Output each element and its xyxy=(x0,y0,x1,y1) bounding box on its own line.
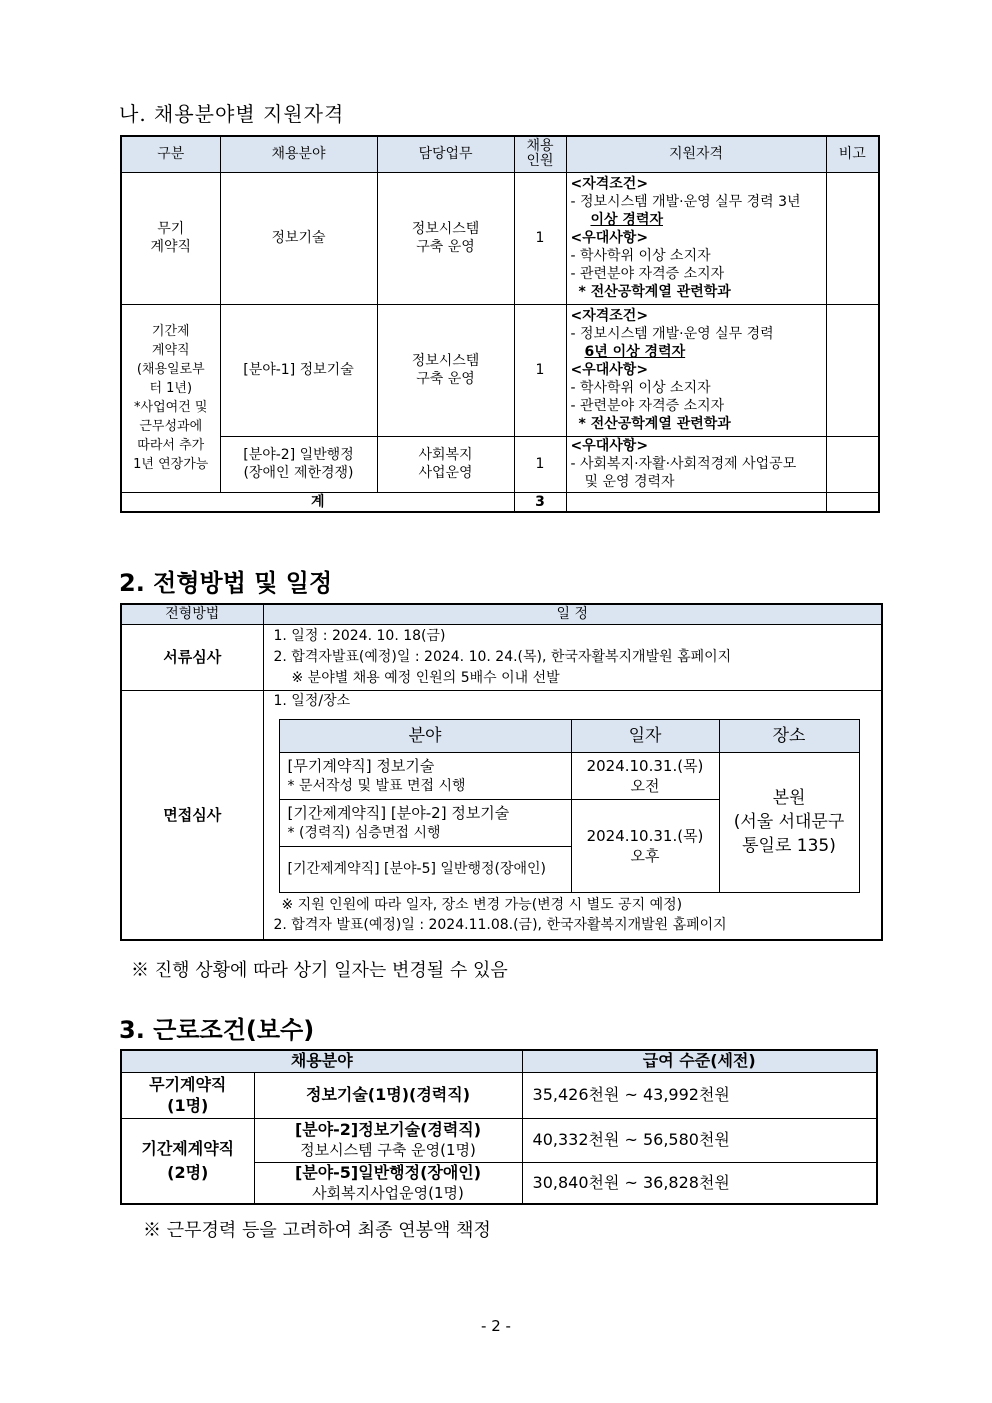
row-duty: 사회복지 사업운영 xyxy=(377,436,514,492)
header-remarks: 비고 xyxy=(826,136,879,172)
header-schedule: 일 정 xyxy=(263,604,882,624)
total-label: 계 xyxy=(121,492,514,512)
section-title-qualifications: 나. 채용분야별 지원자격 xyxy=(119,102,345,126)
inner-place: 본원 (서울 서대문구 통일로 135) xyxy=(719,752,859,892)
row-field: [분야-1] 정보기술 xyxy=(220,304,377,436)
row-remarks xyxy=(826,172,879,304)
qual-line: - 관련분야 자격증 소지자 xyxy=(570,266,725,282)
table-row xyxy=(121,1118,877,1162)
qual-line: 및 운영 경력자 xyxy=(584,474,675,490)
inner-field: [기간제계약직] [분야-5] 일반행정(장애인) xyxy=(279,846,571,892)
row-category: 기간제 계약직 (채용일로부 터 1년) *사업여건 및 근무성과에 따라서 추가 1년 연장가능 xyxy=(121,304,220,492)
header-method: 전형방법 xyxy=(121,604,263,624)
header-category: 구분 xyxy=(121,136,220,172)
pay-salary: 35,426천원 ~ 43,992천원 xyxy=(522,1072,877,1118)
table-row xyxy=(121,690,882,940)
pay-salary: 40,332천원 ~ 56,580천원 xyxy=(522,1118,877,1162)
interview-details xyxy=(263,690,882,940)
interview-line: 1. 일정/장소 xyxy=(273,692,351,709)
interview-table xyxy=(279,719,860,893)
total-count: 3 xyxy=(514,492,566,512)
header-qualification: 지원자격 xyxy=(566,136,826,172)
inner-field-line: [기간제계약직] [분야-2] 정보기술 xyxy=(287,803,510,822)
pay-field-line: [분야-5]일반행정(장애인) xyxy=(294,1162,482,1182)
inner-header-place: 장소 xyxy=(719,719,859,752)
qualification-table xyxy=(120,135,880,513)
inner-row xyxy=(279,752,859,799)
qual-line: - 사회복지·자활·사회적경제 사업공모 xyxy=(570,456,797,472)
inner-header-field: 분야 xyxy=(279,719,571,752)
inner-field-line: * (경력직) 심층면접 시행 xyxy=(287,824,441,841)
row-duty: 정보시스템 구축 운영 xyxy=(377,172,514,304)
table-row xyxy=(121,172,879,304)
row-remarks xyxy=(826,304,879,436)
total-empty xyxy=(826,492,879,512)
qual-line: - 관련분야 자격증 소지자 xyxy=(570,398,725,414)
inner-field-line: [무기계약직] 정보기술 xyxy=(287,756,435,775)
schedule-table xyxy=(120,603,883,941)
row-remarks xyxy=(826,436,879,492)
pay-salary: 30,840천원 ~ 36,828천원 xyxy=(522,1162,877,1204)
doc-review-details xyxy=(263,624,882,690)
qual-line: - 정보시스템 개발·운영 실무 경력 xyxy=(570,326,774,342)
qual-heading: <우대사항> xyxy=(570,438,649,454)
doc-review-line: 1. 일정 : 2024. 10. 18(금) xyxy=(273,627,446,644)
header-pay-field: 채용분야 xyxy=(121,1050,522,1072)
inner-header-date: 일자 xyxy=(571,719,719,752)
pay-group: 무기계약직 (1명) xyxy=(121,1072,254,1118)
section-title-selection: 2. 전형방법 및 일정 xyxy=(119,569,333,597)
header-field: 채용분야 xyxy=(220,136,377,172)
qual-line: 6년 이상 경력자 xyxy=(584,344,686,360)
inner-date: 2024.10.31.(목) 오전 xyxy=(571,752,719,799)
pay-field-line: [분야-2]정보기술(경력직) xyxy=(294,1120,482,1139)
row-qualification xyxy=(566,304,826,436)
pay-field-line: 사회복지사업운영(1명) xyxy=(312,1183,464,1202)
schedule-note: ※ 진행 상황에 따라 상기 일자는 변경될 수 있음 xyxy=(131,960,508,981)
total-empty xyxy=(566,492,826,512)
qual-line: - 정보시스템 개발·운영 실무 경력 3년 xyxy=(570,194,801,210)
qual-heading: <우대사항> xyxy=(570,230,649,246)
row-qualification xyxy=(566,172,826,304)
row-field: [분야-2] 일반행정 (장애인 제한경쟁) xyxy=(220,436,377,492)
row-count: 1 xyxy=(514,304,566,436)
header-pay-level: 급여 수준(세전) xyxy=(522,1050,877,1072)
table-row xyxy=(121,304,879,436)
qual-heading: <자격조건> xyxy=(570,308,649,324)
qual-line: - 학사학위 이상 소지자 xyxy=(570,380,711,396)
qual-heading: <우대사항> xyxy=(570,362,649,378)
table-row xyxy=(121,624,882,690)
doc-review-line: 2. 합격자발표(예정)일 : 2024. 10. 24.(목), 한국자활복지개발원 홈페이지 xyxy=(273,648,732,665)
qual-line: - 학사학위 이상 소지자 xyxy=(570,248,711,264)
qual-heading: <자격조건> xyxy=(570,176,649,192)
inner-field xyxy=(279,799,571,846)
pay-field xyxy=(254,1162,522,1204)
table-row xyxy=(121,436,879,492)
pay-table xyxy=(120,1049,878,1205)
inner-field-line: * 문서작성 및 발표 면접 시행 xyxy=(287,777,466,794)
pay-group: 기간제계약직 (2명) xyxy=(121,1118,254,1204)
qual-line: * 전산공학계열 관련학과 xyxy=(578,416,731,432)
table-row xyxy=(121,1072,877,1118)
qual-line: * 전산공학계열 관련학과 xyxy=(578,284,731,300)
pay-note: ※ 근무경력 등을 고려하여 최종 연봉액 책정 xyxy=(143,1220,491,1241)
doc-review-line: ※ 분야별 채용 예정 인원의 5배수 이내 선발 xyxy=(291,669,560,686)
pay-field xyxy=(254,1118,522,1162)
row-category: 무기 계약직 xyxy=(121,172,220,304)
row-count: 1 xyxy=(514,436,566,492)
qual-line: 이상 경력자 xyxy=(590,212,663,228)
inner-date: 2024.10.31.(목) 오후 xyxy=(571,799,719,892)
doc-review-label: 서류심사 xyxy=(121,624,263,690)
interview-note: ※ 지원 인원에 따라 일자, 장소 변경 가능(변경 시 별도 공지 예정) xyxy=(281,896,683,913)
header-duty: 담당업무 xyxy=(377,136,514,172)
row-count: 1 xyxy=(514,172,566,304)
inner-field xyxy=(279,752,571,799)
interview-line: 2. 합격자 발표(예정)일 : 2024.11.08.(금), 한국자활복지개발원 홈페이지 xyxy=(273,916,727,933)
pay-field-line: 정보시스템 구축 운영(1명) xyxy=(300,1141,476,1159)
header-count: 채용 인원 xyxy=(514,136,566,172)
row-field: 정보기술 xyxy=(220,172,377,304)
page-number: - 2 - xyxy=(481,1317,511,1335)
pay-field: 정보기술(1명)(경력직) xyxy=(254,1072,522,1118)
section-title-pay: 3. 근로조건(보수) xyxy=(119,1016,315,1044)
total-row xyxy=(121,492,879,512)
row-duty: 정보시스템 구축 운영 xyxy=(377,304,514,436)
row-qualification xyxy=(566,436,826,492)
interview-label: 면접심사 xyxy=(121,690,263,940)
